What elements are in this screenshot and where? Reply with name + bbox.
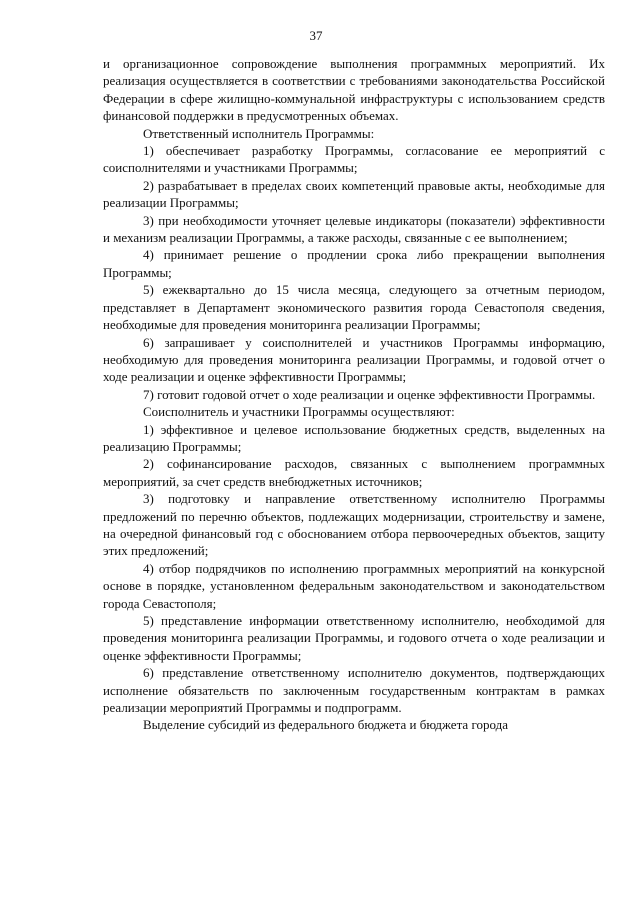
paragraph-co-executor-item-5: 5) представление информации ответственному исполнителю, необходимой для проведения мониторинга реализации Программы, и годового отчета о ходе реализации и оценке эффективности Программы; <box>103 613 605 663</box>
paragraph-executor-item-3: 3) при необходимости уточняет целевые индикаторы (показатели) эффективности и механизм реализации Программы, а также расходы, связанные с ее выполнением; <box>103 212 605 246</box>
paragraph-co-executors-heading: Соисполнитель и участники Программы осуществляют: <box>143 404 455 420</box>
paragraph-executor-item-4: 4) принимает решение о продлении срока либо прекращении выполнения Программы; <box>103 247 605 280</box>
paragraph-executor-item-7: 7) готовит годовой отчет о ходе реализации и оценке эффективности Программы. <box>143 386 596 402</box>
paragraph-co-executor-item-2: 2) софинансирование расходов, связанных с выполнением программных мероприятий, за счет средств внебюджетных источников; <box>103 456 605 489</box>
document-body <box>103 55 605 734</box>
paragraph-co-executor-item-6: 6) представление ответственному исполнителю документов, подтверждающих исполнение обязательств по заключенным государственным контрактам в рамках реализации мероприятий Программы и подпрограмм. <box>103 665 605 716</box>
paragraph-co-executor-item-3: 3) подготовку и направление ответственному исполнителю Программы предложений по перечню объектов, подлежащих модернизации, строительству и замене, на очередной финансовый год с обоснованием отбора первоочередных объектов, защиту этих предложений; <box>103 491 605 559</box>
paragraph-subsidies-start: Выделение субсидий из федерального бюджета и бюджета города <box>143 717 508 733</box>
paragraph-co-executor-item-4: 4) отбор подрядчиков по исполнению программных мероприятий на конкурсной основе в порядке, установленном федеральным законодательством и законодательством города Севастополя; <box>103 560 605 611</box>
paragraph-executor-item-2: 2) разрабатывает в пределах своих компетенций правовые акты, необходимые для реализации Программы; <box>103 177 605 211</box>
paragraph-executor-item-1: 1) обеспечивает разработку Программы, согласование ее мероприятий с соисполнителями и участниками Программы; <box>103 143 605 176</box>
paragraph-executor-item-6: 6) запрашивает у соисполнителей и участников Программы информацию, необходимую для проведения мониторинга реализации Программы, и годовой отчет о ходе реализации и оценке эффективности Программы; <box>103 334 605 385</box>
paragraph-intro-continuation: и организационное сопровождение выполнения программных мероприятий. Их реализация осуществляется в соответствии с требованиями законодательства Российской Федерации в сфере жилищно-коммунальной инфраструктуры с использованием средств финансовой поддержки в предусмотренных объемах. <box>103 56 605 124</box>
page-number: 37 <box>309 28 323 43</box>
paragraph-executor-item-5: 5) ежеквартально до 15 числа месяца, следующего за отчетным периодом, представляет в Департамент экономического развития города Севастополя сведения, необходимые для проведения мониторинга реализации Программы; <box>103 282 605 333</box>
paragraph-co-executor-item-1: 1) эффективное и целевое использование бюджетных средств, выделенных на реализацию Программы; <box>103 421 605 454</box>
paragraph-responsible-executor-heading: Ответственный исполнитель Программы: <box>143 125 375 141</box>
